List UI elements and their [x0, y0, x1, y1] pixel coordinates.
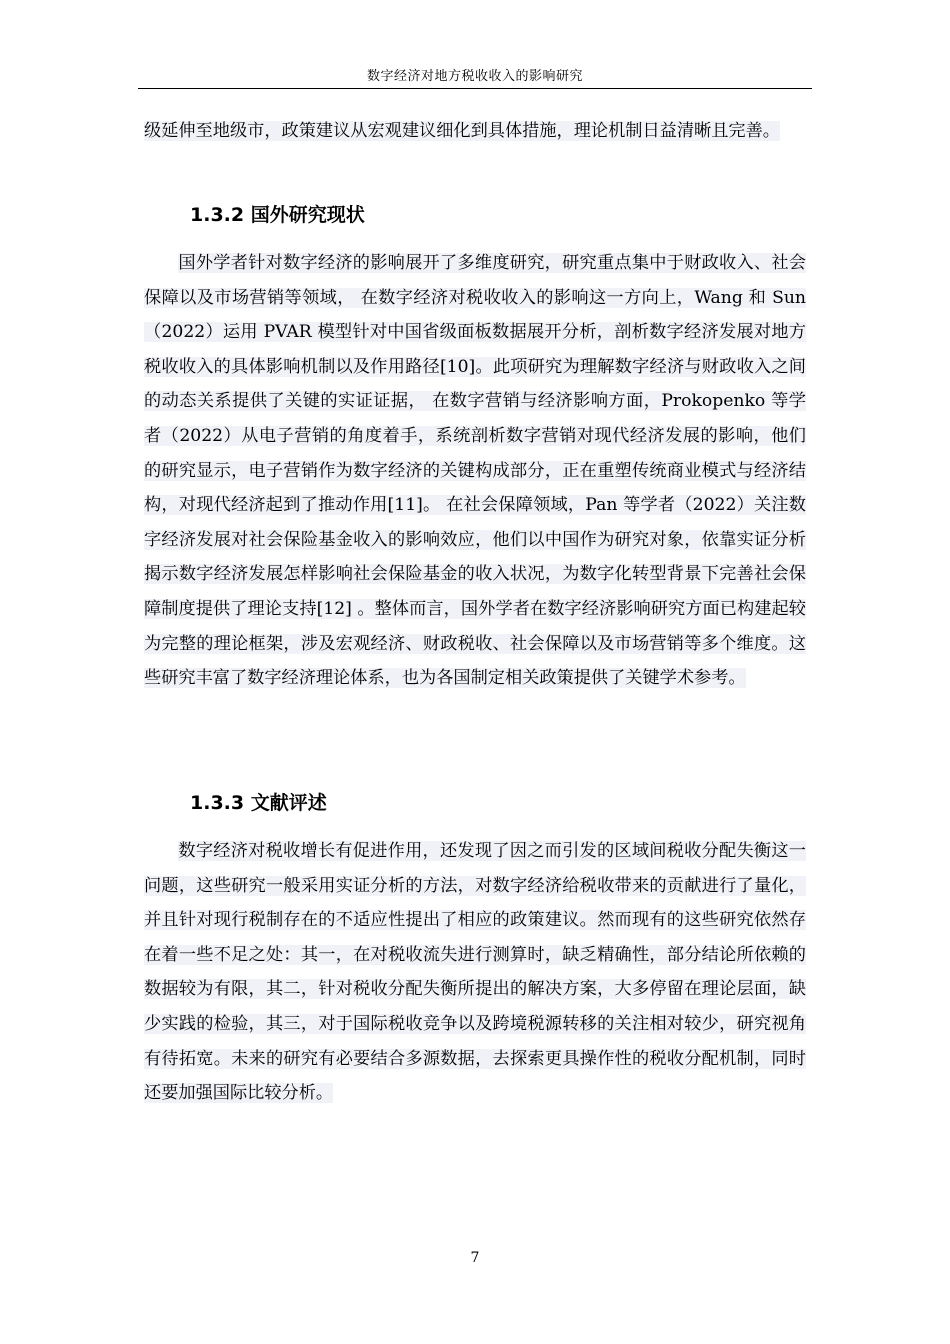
foreign-research-paragraph-text: 国外学者针对数字经济的影响展开了多维度研究，研究重点集中于财政收入、社会保障以及市场营销等领域， 在数字经济对税收收入的影响这一方向上，Wang 和 Sun（2022）运用 PVAR 模型针对中国省级面板数据展开分析，剖析数字经济发展对地方税收收入的具体影响机制以及作用路径[10]。此项研究为理解数字经济与财政收入之间的动态关系提供了关键的实证证据， 在数字营销与经济影响方面，Prokopenko 等学者（2022）从电子营销的角度着手，系统剖析数字营销对现代经济发展的影响，他们的研究显示，电子营销作为数字经济的关键构成部分，正在重塑传统商业模式与经济结构，对现代经济起到了推动作用[11]。 在社会保障领域，Pan 等学者（2022）关注数字经济发展对社会保险基金收入的影响效应，他们以中国作为研究对象，依靠实证分析揭示数字经济发展怎样影响社会保险基金的收入状况，为数字化转型背景下完善社会保障制度提供了理论支持[12] 。整体而言，国外学者在数字经济影响研究方面已构建起较为完整的理论框架，涉及宏观经济、财政税收、社会保障以及市场营销等多个维度。这些研究丰富了数字经济理论体系，也为各国制定相关政策提供了关键学术参考。 [144, 253, 806, 689]
running-header-title: 数字经济对地方税收收入的影响研究 [366, 69, 583, 84]
running-header [138, 66, 812, 89]
continuation-paragraph-text: 级延伸至地级市，政策建议从宏观建议细化到具体措施，理论机制日益清晰且完善。 [144, 121, 780, 141]
literature-review-paragraph-text: 数字经济对税收增长有促进作用，还发现了因之而引发的区域间税收分配失衡这一问题，这些研究一般采用实证分析的方法，对数字经济给税收带来的贡献进行了量化，并且针对现行税制存在的不适应性提出了相应的政策建议。然而现有的这些研究依然存在着一些不足之处：其一，在对税收流失进行测算时，缺乏精确性，部分结论所依赖的数据较为有限，其二，针对税收分配失衡所提出的解决方案，大多停留在理论层面，缺少实践的检验，其三，对于国际税收竞争以及跨境税源转移的关注相对较少，研究视角有待拓宽。未来的研究有必要结合多源数据，去探索更具操作性的税收分配机制，同时还要加强国际比较分析。 [144, 841, 806, 1104]
foreign-research-paragraph [144, 246, 806, 696]
page-number: 7 [470, 1250, 480, 1266]
continuation-paragraph [144, 114, 806, 149]
literature-review-paragraph [144, 834, 806, 1111]
section-heading-1-3-3: 1.3.3 文献评述 [190, 792, 327, 814]
section-heading-1-3-2: 1.3.2 国外研究现状 [190, 204, 365, 226]
